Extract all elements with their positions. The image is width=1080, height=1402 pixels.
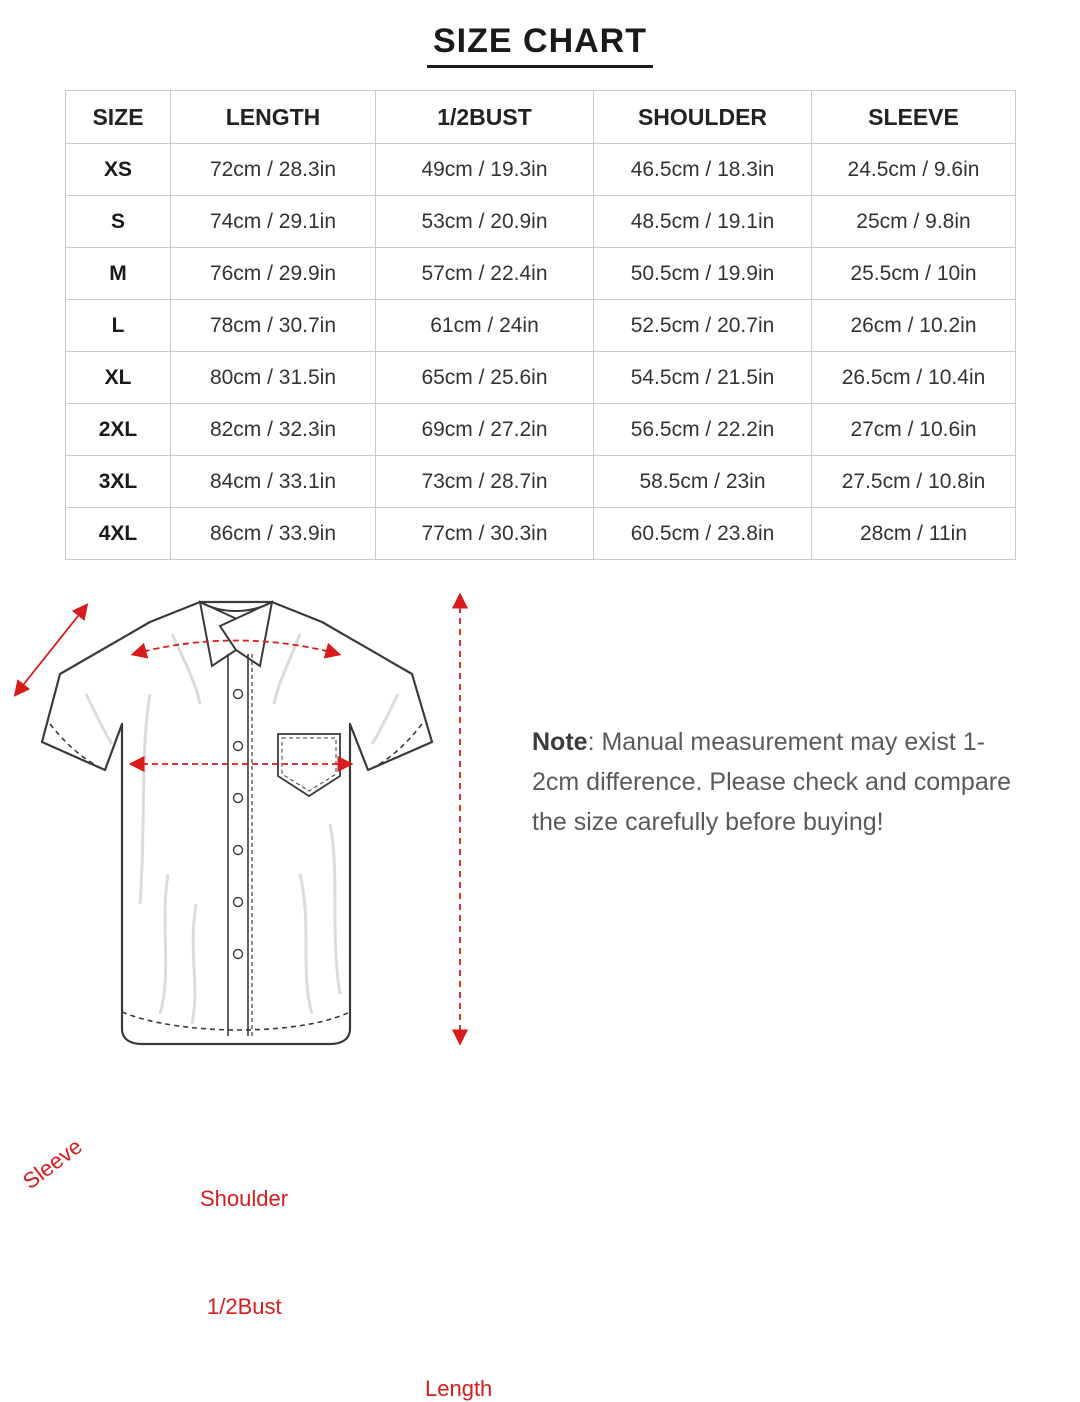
cell-sleeve: 27cm / 10.6in [812,404,1016,456]
table-row [66,352,1016,404]
cell-size: 2XL [66,404,171,456]
note-text [532,722,1032,842]
cell-length: 84cm / 33.1in [171,456,376,508]
cell-length: 80cm / 31.5in [171,352,376,404]
cell-length: 76cm / 29.9in [171,248,376,300]
shirt-illustration [0,574,520,1084]
table-row [66,404,1016,456]
cell-size: L [66,300,171,352]
cell-shoulder: 50.5cm / 19.9in [594,248,812,300]
cell-half-bust: 77cm / 30.3in [376,508,594,560]
column-header-shoulder: SHOULDER [594,91,812,144]
cell-size: XS [66,144,171,196]
cell-half-bust: 69cm / 27.2in [376,404,594,456]
shirt-diagram-svg [0,574,520,1084]
cell-size: XL [66,352,171,404]
shirt-outline [42,602,432,1044]
cell-half-bust: 57cm / 22.4in [376,248,594,300]
note-label: Note [532,728,588,756]
cell-length: 74cm / 29.1in [171,196,376,248]
column-header-size: SIZE [66,91,171,144]
table-row [66,196,1016,248]
note-separator: : [587,728,602,756]
measurement-diagram-section [0,574,1080,1401]
label-sleeve: Sleeve [18,1133,87,1194]
cell-length: 72cm / 28.3in [171,144,376,196]
table-row [66,508,1016,560]
cell-sleeve: 26.5cm / 10.4in [812,352,1016,404]
column-header-length: LENGTH [171,91,376,144]
table-row [66,144,1016,196]
cell-half-bust: 73cm / 28.7in [376,456,594,508]
cell-shoulder: 60.5cm / 23.8in [594,508,812,560]
table-row [66,456,1016,508]
size-chart-table-container [65,90,1015,560]
cell-shoulder: 46.5cm / 18.3in [594,144,812,196]
cell-shoulder: 48.5cm / 19.1in [594,196,812,248]
cell-sleeve: 28cm / 11in [812,508,1016,560]
cell-sleeve: 27.5cm / 10.8in [812,456,1016,508]
table-header-row [66,91,1016,144]
cell-shoulder: 56.5cm / 22.2in [594,404,812,456]
cell-half-bust: 49cm / 19.3in [376,144,594,196]
cell-sleeve: 25cm / 9.8in [812,196,1016,248]
table-row [66,300,1016,352]
page-title: SIZE CHART [427,22,653,68]
column-header-sleeve: SLEEVE [812,91,1016,144]
cell-half-bust: 65cm / 25.6in [376,352,594,404]
size-chart-table [65,90,1016,560]
column-header-half-bust: 1/2BUST [376,91,594,144]
cell-length: 86cm / 33.9in [171,508,376,560]
cell-half-bust: 53cm / 20.9in [376,196,594,248]
table-row [66,248,1016,300]
cell-shoulder: 54.5cm / 21.5in [594,352,812,404]
cell-shoulder: 52.5cm / 20.7in [594,300,812,352]
cell-length: 78cm / 30.7in [171,300,376,352]
cell-size: S [66,196,171,248]
note-body: Manual measurement may exist 1-2cm difference. Please check and compare the size carefully before buying! [532,728,1011,836]
page-title-container [0,0,1080,68]
cell-size: 4XL [66,508,171,560]
label-length: Length [425,1376,493,1401]
label-half-bust: 1/2Bust [207,1294,282,1319]
cell-size: 3XL [66,456,171,508]
cell-sleeve: 26cm / 10.2in [812,300,1016,352]
cell-sleeve: 24.5cm / 9.6in [812,144,1016,196]
cell-size: M [66,248,171,300]
cell-half-bust: 61cm / 24in [376,300,594,352]
cell-shoulder: 58.5cm / 23in [594,456,812,508]
cell-sleeve: 25.5cm / 10in [812,248,1016,300]
label-shoulder: Shoulder [200,1186,289,1211]
cell-length: 82cm / 32.3in [171,404,376,456]
